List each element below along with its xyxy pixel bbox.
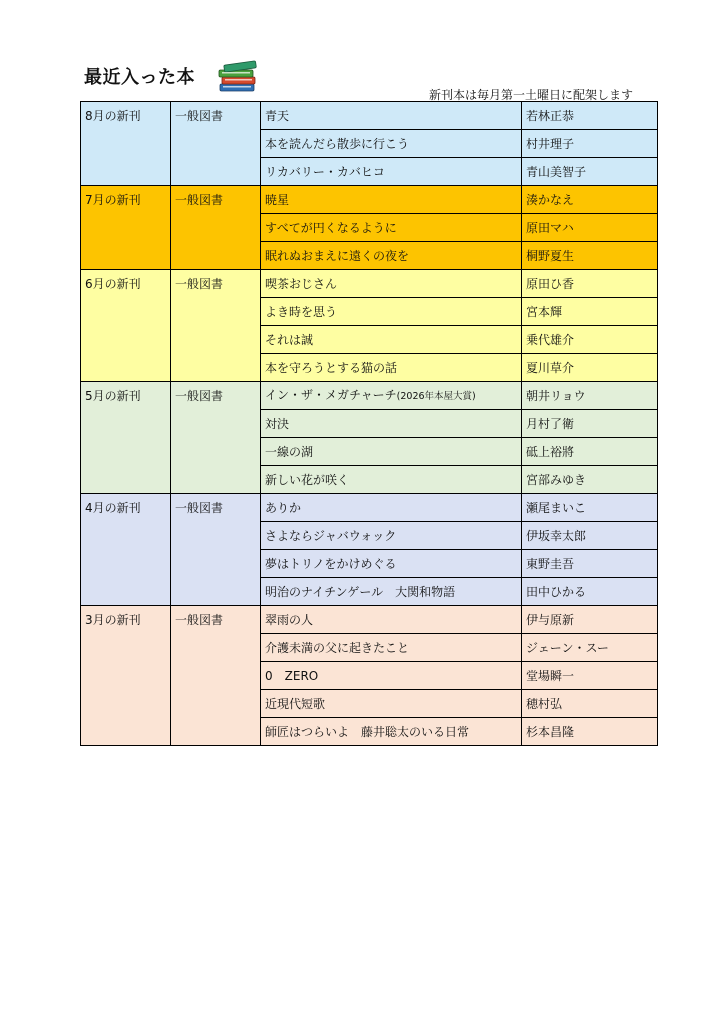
- book-author: 桐野夏生: [522, 242, 658, 270]
- month-label: 4月の新刊: [81, 494, 171, 606]
- book-title-text: リカバリー・カバヒコ: [265, 164, 385, 179]
- book-author: 杉本昌隆: [522, 718, 658, 746]
- book-author: 乗代雄介: [522, 326, 658, 354]
- book-author: 月村了衛: [522, 410, 658, 438]
- book-title-text: 暁星: [265, 192, 290, 207]
- month-label: 7月の新刊: [81, 186, 171, 270]
- book-title-text: 対決: [265, 416, 290, 431]
- page-title: 最近入った本: [84, 67, 195, 88]
- book-title-text: 近現代短歌: [265, 696, 326, 711]
- shelving-note: 新刊本は毎月第一土曜日に配架します: [429, 88, 634, 102]
- book-title-text: 青天: [265, 108, 290, 123]
- book-author: 原田マハ: [522, 214, 658, 242]
- book-title: [261, 634, 522, 662]
- book-title-text: 本を守ろうとする猫の話: [265, 360, 398, 375]
- new-books-table: [80, 101, 658, 746]
- book-title-text: 夢はトリノをかけめぐる: [265, 556, 397, 571]
- category-label: 一般図書: [171, 102, 261, 186]
- book-title-text: 一線の湖: [265, 444, 314, 459]
- month-label: 6月の新刊: [81, 270, 171, 382]
- book-author: 伊与原新: [522, 606, 658, 634]
- book-title: [261, 550, 522, 578]
- book-title-text: 師匠はつらいよ 藤井聡太のいる日常: [265, 724, 470, 739]
- book-title-text: ありか: [265, 500, 302, 515]
- category-label: 一般図書: [171, 270, 261, 382]
- book-title: [261, 690, 522, 718]
- book-title-text: 喫茶おじさん: [265, 276, 338, 291]
- book-row: [81, 382, 658, 410]
- month-label: 3月の新刊: [81, 606, 171, 746]
- book-author: 青山美智子: [522, 158, 658, 186]
- book-author: 田中ひかる: [522, 578, 658, 606]
- award-note: (2026年本屋大賞): [396, 390, 476, 402]
- book-title: [261, 382, 522, 410]
- category-label: 一般図書: [171, 382, 261, 494]
- book-title-text: 明治のナイチンゲール 大関和物語: [265, 584, 456, 599]
- book-author: 宮部みゆき: [522, 466, 658, 494]
- category-label: 一般図書: [171, 186, 261, 270]
- book-author: 伊坂幸太郎: [522, 522, 658, 550]
- book-title-text: 眠れぬおまえに遠くの夜を: [265, 248, 410, 263]
- book-title: [261, 158, 522, 186]
- book-title: [261, 298, 522, 326]
- book-author: 湊かなえ: [522, 186, 658, 214]
- book-title: [261, 214, 522, 242]
- book-title: [261, 494, 522, 522]
- book-title: [261, 354, 522, 382]
- book-title-text: 介護未満の父に起きたこと: [265, 640, 410, 655]
- book-author: 村井理子: [522, 130, 658, 158]
- book-title-text: イン・ザ・メガチャーチ: [265, 387, 397, 402]
- book-title-text: 翠雨の人: [265, 612, 314, 627]
- book-author: 穂村弘: [522, 690, 658, 718]
- book-title: [261, 326, 522, 354]
- book-row: [81, 102, 658, 130]
- book-author: 宮本輝: [522, 298, 658, 326]
- category-label: 一般図書: [171, 606, 261, 746]
- book-title: [261, 410, 522, 438]
- book-author: 若林正恭: [522, 102, 658, 130]
- book-title-text: 新しい花が咲く: [265, 472, 350, 487]
- book-author: 砥上裕將: [522, 438, 658, 466]
- book-row: [81, 494, 658, 522]
- book-author: 原田ひ香: [522, 270, 658, 298]
- category-label: 一般図書: [171, 494, 261, 606]
- book-author: 夏川草介: [522, 354, 658, 382]
- books-stack-icon: [216, 57, 260, 93]
- book-title: [261, 130, 522, 158]
- book-author: 堂場瞬一: [522, 662, 658, 690]
- book-title-text: よき時を思う: [265, 304, 338, 319]
- book-row: [81, 270, 658, 298]
- book-title: [261, 102, 522, 130]
- book-row: [81, 186, 658, 214]
- book-title: [261, 718, 522, 746]
- book-title: [261, 438, 522, 466]
- book-title: [261, 186, 522, 214]
- book-title: [261, 522, 522, 550]
- book-author: 朝井リョウ: [522, 382, 658, 410]
- book-title: [261, 466, 522, 494]
- month-label: 8月の新刊: [81, 102, 171, 186]
- book-author: 瀬尾まいこ: [522, 494, 658, 522]
- book-title: [261, 606, 522, 634]
- book-title: [261, 242, 522, 270]
- book-author: 東野圭吾: [522, 550, 658, 578]
- month-label: 5月の新刊: [81, 382, 171, 494]
- book-title-text: それは誠: [265, 332, 314, 347]
- book-title: [261, 578, 522, 606]
- book-author: ジェーン・スー: [522, 634, 658, 662]
- book-title-text: さよならジャバウォック: [265, 528, 397, 543]
- book-title: [261, 270, 522, 298]
- book-title: [261, 662, 522, 690]
- book-title-text: すべてが円くなるように: [265, 220, 397, 235]
- book-title-text: 0 ZERO: [265, 668, 319, 683]
- book-title-text: 本を読んだら散歩に行こう: [265, 136, 410, 151]
- book-row: [81, 606, 658, 634]
